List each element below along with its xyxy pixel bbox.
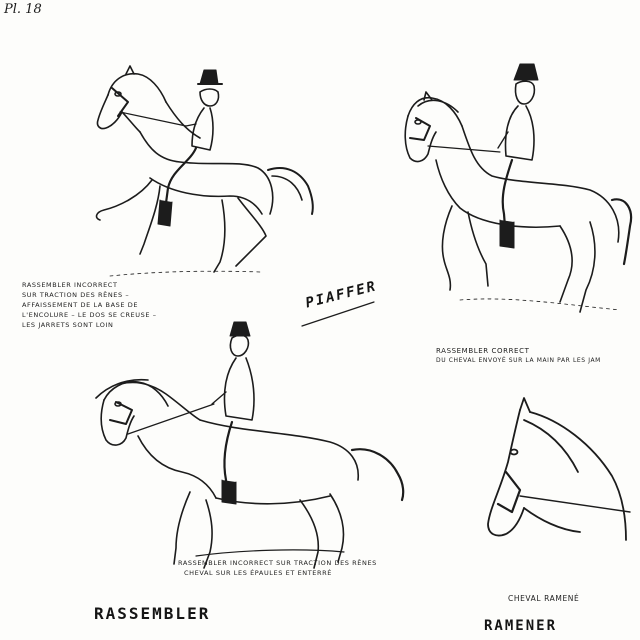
caption-line: RASSEMBLER INCORRECT SUR TRACTION DES RÊNES	[178, 559, 377, 567]
caption-line: SUR TRACTION DES RÊNES –	[22, 291, 130, 299]
horse-rider-sketch-top-right	[405, 64, 631, 312]
caption-line: RASSEMBLER CORRECT	[436, 347, 530, 355]
caption-line: RASSEMBLER INCORRECT	[22, 281, 118, 289]
horse-rider-sketch-top-left	[97, 66, 313, 276]
caption-figure-3	[178, 558, 377, 578]
caption-figure-4	[508, 594, 579, 604]
caption-figure-2	[436, 346, 601, 366]
title-ramener: RAMENER	[484, 618, 558, 634]
caption-line: DU CHEVAL ENVOYÉ SUR LA MAIN PAR LES JAM	[436, 357, 601, 364]
caption-line: LES JARRETS SONT LOIN	[22, 321, 114, 329]
title-rassembler: RASSEMBLER	[94, 604, 211, 623]
caption-line: CHEVAL SUR LES ÉPAULES ET ENTERRÉ	[184, 569, 332, 577]
plate-number: Pl. 18	[4, 2, 42, 17]
title-piaffer: PIAFFER	[304, 278, 379, 312]
horse-head-sketch-bottom-right	[488, 398, 630, 540]
caption-line: L'ENCOLURE – LE DOS SE CREUSE –	[22, 311, 157, 319]
caption-figure-1	[22, 280, 157, 330]
caption-line: AFFAISSEMENT DE LA BASE DE	[22, 301, 139, 309]
horse-rider-sketch-bottom-left	[96, 322, 403, 568]
caption-line: CHEVAL RAMENÉ	[508, 594, 580, 603]
